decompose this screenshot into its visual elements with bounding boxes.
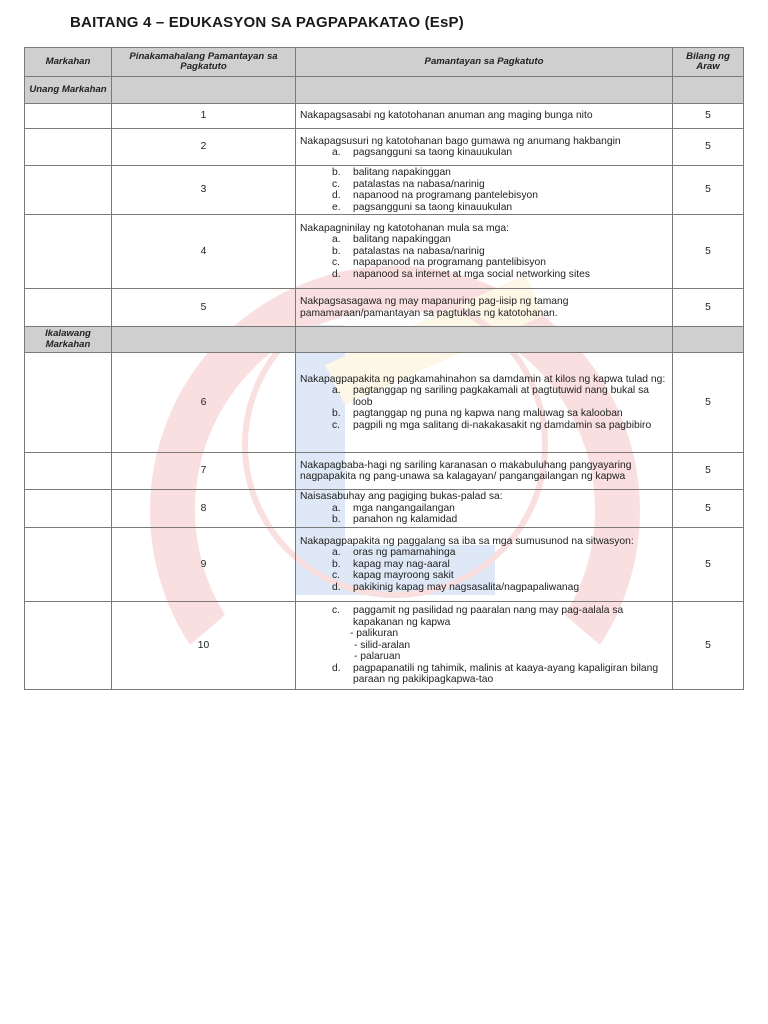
list-item: b. pagtanggap ng puna ng kapwa nang maluwag sa kalooban xyxy=(332,408,623,420)
days-count: 5 xyxy=(673,104,744,129)
list-item: d. napanood na programang pantelebisyon xyxy=(332,190,538,201)
list-item: b. kapag may nag-aaral xyxy=(332,558,450,570)
page-title: BAITANG 4 – EDUKASYON SA PAGPAPAKATAO (EsP) xyxy=(70,14,464,31)
row-number: 9 xyxy=(112,528,296,602)
list-item: c. pagpili ng mga salitang di-nakakasakit ng damdamin sa pagbibiro xyxy=(332,419,652,431)
standard-text: Nakapagpapakita ng pagkamahinahon sa damdamin at kilos ng kapwa tulad ng: xyxy=(300,373,666,385)
list-item: c. paggamit ng pasilidad ng paaralan nang may pag-aalala sa kapakanan ng kapwa xyxy=(332,605,624,628)
header-pamantayan-sa-pagkatuto: Pamantayan sa Pagkatuto xyxy=(296,48,673,77)
days-count: 5 xyxy=(673,166,744,215)
row-number: 1 xyxy=(112,104,296,129)
row-number: 6 xyxy=(112,353,296,453)
quarter-label: Unang Markahan xyxy=(25,77,112,104)
list-item: e. pagsangguni sa taong kinauukulan xyxy=(332,201,513,213)
list-item: a. pagtanggap ng sariling pagkakamali at pagtutuwid nang bukal sa loob xyxy=(332,385,649,408)
list-item: b. panahon ng kalamidad xyxy=(332,514,458,526)
list-item: a. balitang napakinggan xyxy=(332,234,451,246)
learning-standard xyxy=(296,602,673,690)
days-count: 5 xyxy=(673,602,744,690)
table-row xyxy=(25,215,744,289)
days-count: 5 xyxy=(673,215,744,289)
curriculum-table xyxy=(24,47,744,690)
table-row xyxy=(25,490,744,528)
list-item: a. oras ng pamamahinga xyxy=(332,547,456,559)
table-row xyxy=(25,289,744,327)
learning-standard xyxy=(296,453,673,490)
standard-text: Nakapagninilay ng katotohanan mula sa mga: xyxy=(300,222,509,234)
days-count: 5 xyxy=(673,289,744,327)
table-row xyxy=(25,104,744,129)
standard-text: Nakpagsasagawa ng may mapanuring pag-iisip ng tamang pamamaraan/pamantayan sa pagtuklas ng katotohanan. xyxy=(300,296,569,319)
row-number: 10 xyxy=(112,602,296,690)
learning-standard xyxy=(296,166,673,215)
table-row xyxy=(25,353,744,453)
standard-text: Nakapagbaba-hagi ng sariling karanasan o makabuluhang pangyayaring nagpapakita ng pang-unawa sa kalagayan/ pangangailangan ng kapwa xyxy=(300,459,632,482)
row-number: 7 xyxy=(112,453,296,490)
learning-standard xyxy=(296,490,673,528)
list-item: b. patalastas na nabasa/narinig xyxy=(332,245,485,257)
table-row xyxy=(25,528,744,602)
quarter-label: Ikalawang Markahan xyxy=(25,327,112,353)
days-count: 5 xyxy=(673,353,744,453)
row-number: 5 xyxy=(112,289,296,327)
list-item: a. mga nangangailangan xyxy=(332,502,455,514)
days-count: 5 xyxy=(673,490,744,528)
table-row xyxy=(25,602,744,690)
list-item: c. patalastas na nabasa/narinig xyxy=(332,178,485,190)
table-header-row xyxy=(25,48,744,77)
quarter-row-2 xyxy=(25,327,744,353)
standard-text: Nakapagsusuri ng katotohanan bago gumawa ng anumang hakbangin xyxy=(300,135,621,147)
list-item: d. pakikinig kapag may nagsasalita/nagpapaliwanag xyxy=(332,581,580,593)
table-row xyxy=(25,129,744,166)
header-bilang-ng-araw: Bilang ng Araw xyxy=(673,48,744,77)
quarter-row-1 xyxy=(25,77,744,104)
sub-item: - silid-aralan xyxy=(354,639,411,651)
learning-standard xyxy=(296,289,673,327)
row-number: 4 xyxy=(112,215,296,289)
list-item: b. balitang napakinggan xyxy=(332,167,451,178)
table-row xyxy=(25,166,744,215)
list-item: a. pagsangguni sa taong kinauukulan xyxy=(332,147,513,158)
learning-standard xyxy=(296,129,673,166)
learning-standard xyxy=(296,215,673,289)
learning-standard xyxy=(296,104,673,129)
standard-text: Nakapagsasabi ng katotohanan anuman ang maging bunga nito xyxy=(300,110,593,122)
list-item: c. kapag mayroong sakit xyxy=(332,570,454,582)
row-number: 2 xyxy=(112,129,296,166)
row-number: 8 xyxy=(112,490,296,528)
standard-text: Naisasabuhay ang pagiging bukas-palad sa: xyxy=(300,491,503,503)
header-pinakamahalagang-pamantayan: Pinakamahalang Pamantayan sa Pagkatuto xyxy=(112,48,296,77)
header-markahan: Markahan xyxy=(25,48,112,77)
days-count: 5 xyxy=(673,453,744,490)
sub-item: - palikuran xyxy=(350,628,399,640)
standard-text: Nakapagpapakita ng paggalang sa iba sa mga sumusunod na sitwasyon: xyxy=(300,535,634,547)
list-item: d. pagpapanatili ng tahimik, malinis at kaaya-ayang kapaligiran bilang paraan ng pakikipagkapwa-tao xyxy=(332,662,659,686)
days-count: 5 xyxy=(673,528,744,602)
days-count: 5 xyxy=(673,129,744,166)
table-row xyxy=(25,453,744,490)
sub-item: - palaruan xyxy=(354,651,401,663)
learning-standard xyxy=(296,528,673,602)
learning-standard xyxy=(296,353,673,453)
list-item: c. napapanood na programang pantelibisyon xyxy=(332,257,546,269)
list-item: d. napanood sa internet at mga social networking sites xyxy=(332,268,590,280)
row-number: 3 xyxy=(112,166,296,215)
